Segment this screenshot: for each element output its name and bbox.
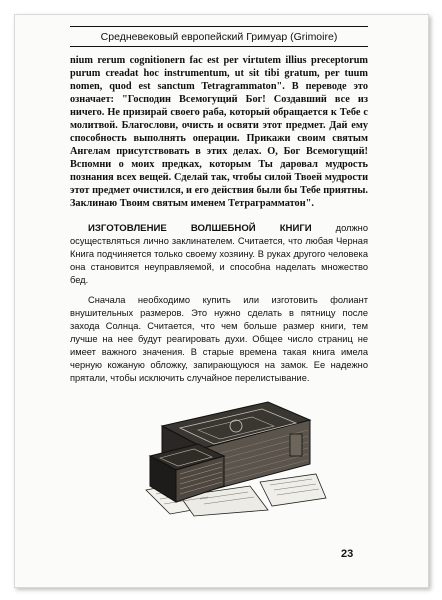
page-number: 23: [341, 548, 354, 560]
running-header: [70, 26, 368, 47]
running-header-title: Средневековый европейский Гримуар (Grimoire): [100, 30, 338, 43]
section-heading-continuation: должно осуществляться лично заклинателем. Считается, что любая Черная Книга подчиняется только своему хозяину. В руках другого человека она становится неуправляемой, и способна наделать множество бед.: [70, 223, 368, 285]
folio-paragraph: Сначала необходимо купить или изготовить фолиант внушительных размеров. Это нужно сделать в пятницу после захода Солнца. Считается, что чем больше размер книги, тем лучше на нее будут реагировать духи. Общее число страниц не имеет важного значения. В старые времена такая книга имела черную кожаную обложку, запирающуюся на замок. Ее надежно прятали, чтобы исключить случайное перелистывание.: [70, 295, 368, 383]
latin-prayer-paragraph: nium rerum cognitionern fac est per virtutem illius preceptorum purum creadat hoc instrumentum, ut sit tibi gratum, per tuum nomen, quod est sanctum Tetragrammaton". В переводе это означает: "Господин Всемогущий Бог! Создавший все из ничего. Не призирай своего раба, который обращается к Тебе с молитвой. Благослови, очисть и освяти этот предмет. Дай ему способность выполнять операции. Прикажи своим святым Ангелам присутствовать в этих делах. О, Бог Всемогущий! Вспомни о моих предках, которым Ты даровал мудрость познания всех вещей. Сделай так, чтобы силой Твоей мудрости этот предмет очистился, и его действия были бы Тебе приятны. Заклинаю Твоим святым именем Тетраграмматон".: [70, 55, 368, 209]
paragraph-gap: [70, 210, 368, 222]
section-heading: ИЗГОТОВЛЕНИЕ ВОЛШЕБНОЙ КНИГИ: [88, 223, 312, 234]
grimoire-making-paragraph: [70, 222, 368, 287]
antique-books-illustration: [140, 386, 330, 518]
paragraph-gap: [70, 287, 368, 294]
page-body: [70, 54, 368, 385]
